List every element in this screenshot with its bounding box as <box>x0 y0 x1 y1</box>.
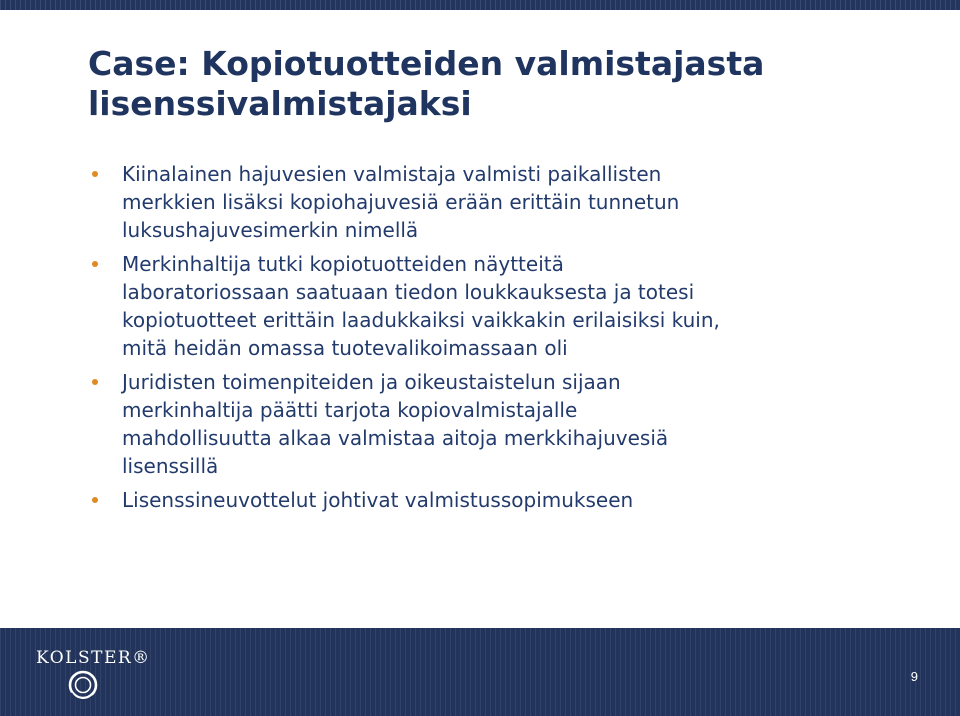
bullet-3-line-1: Juridisten toimenpiteiden ja oikeustaistelun sijaan <box>122 370 621 394</box>
bullet-item-4 <box>92 486 922 514</box>
bullet-dot-icon <box>92 379 98 385</box>
bullet-2-line-3: kopiotuotteet erittäin laadukkaiksi vaikkakin erilaisiksi kuin, <box>122 308 720 332</box>
bullet-3-line-4: lisenssillä <box>122 454 219 478</box>
bullet-4-line-1: Lisenssineuvottelut johtivat valmistussopimukseen <box>122 488 634 512</box>
bullet-item-1 <box>92 160 922 244</box>
page-number: 9 <box>910 669 918 684</box>
bullet-dot-icon <box>92 171 98 177</box>
bullet-3-line-2: merkinhaltija päätti tarjota kopiovalmistajalle <box>122 398 578 422</box>
bullet-1-line-3: luksushajuvesimerkin nimellä <box>122 218 419 242</box>
bullet-3-line-3: mahdollisuutta alkaa valmistaa aitoja merkkihajuvesiä <box>122 426 669 450</box>
kolster-logo-text: KOLSTER® <box>36 648 151 668</box>
slide-title-line-1: Case: Kopiotuotteiden valmistajasta <box>88 44 765 83</box>
bullet-item-2 <box>92 250 922 362</box>
footer-band <box>0 628 960 716</box>
slide-title <box>88 44 928 124</box>
bullet-dot-icon <box>92 261 98 267</box>
bullet-2-line-2: laboratoriossaan saatuaan tiedon loukkauksesta ja totesi <box>122 280 695 304</box>
slide-title-line-2: lisenssivalmistajaksi <box>88 84 472 123</box>
bullet-item-3 <box>92 368 922 480</box>
kolster-ring-logo-icon <box>66 668 100 702</box>
bullet-1-line-1: Kiinalainen hajuvesien valmistaja valmisti paikallisten <box>122 162 662 186</box>
bullet-dot-icon <box>92 497 98 503</box>
bullet-2-line-4: mitä heidän omassa tuotevalikoimassaan oli <box>122 336 568 360</box>
top-decorative-band <box>0 0 960 10</box>
bullet-2-line-1: Merkinhaltija tutki kopiotuotteiden näytteitä <box>122 252 564 276</box>
bullet-1-line-2: merkkien lisäksi kopiohajuvesiä erään erittäin tunnetun <box>122 190 680 214</box>
bullet-list <box>92 160 922 520</box>
